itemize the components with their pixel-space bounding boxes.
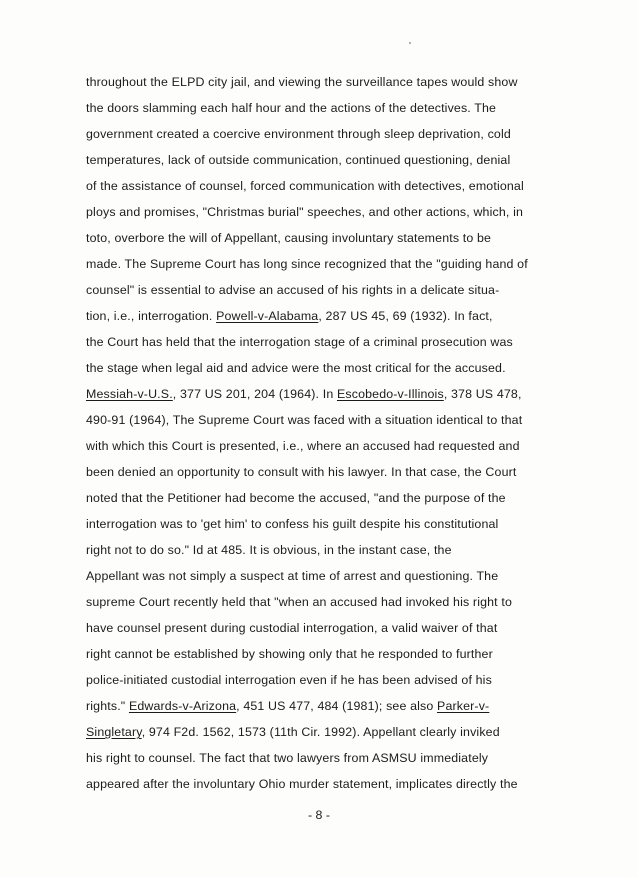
text-line bbox=[86, 750, 488, 766]
text-line bbox=[86, 256, 528, 272]
page-number: - 8 - bbox=[307, 808, 331, 822]
text-segment: throughout the ELPD city jail, and viewing the surveillance tapes would show bbox=[86, 75, 518, 89]
text-line bbox=[86, 542, 452, 558]
text-line bbox=[86, 620, 497, 636]
case-citation: Edwards-v-Arizona bbox=[128, 699, 237, 713]
text-line bbox=[86, 568, 498, 584]
text-segment: temperatures, lack of outside communication, continued questioning, denial bbox=[86, 153, 511, 167]
text-line bbox=[86, 126, 511, 142]
text-segment: been denied an opportunity to consult with his lawyer. In that case, the Court bbox=[86, 465, 517, 479]
text-line bbox=[86, 178, 524, 194]
text-segment: Appellant was not simply a suspect at time of arrest and questioning. The bbox=[86, 569, 499, 583]
text-segment: toto, overbore the will of Appellant, causing involuntary statements to be bbox=[86, 231, 492, 245]
text-line bbox=[86, 74, 518, 90]
text-segment: right cannot be established by showing only that he responded to further bbox=[86, 647, 493, 661]
text-segment: the stage when legal aid and advice were the most critical for the accused. bbox=[86, 361, 506, 375]
text-segment: his right to counsel. The fact that two lawyers from ASMSU immediately bbox=[86, 751, 489, 765]
text-segment: , 378 US 478, bbox=[443, 387, 522, 401]
text-line bbox=[86, 698, 489, 714]
text-line bbox=[86, 776, 518, 792]
text-line bbox=[86, 308, 493, 324]
text-line bbox=[86, 516, 498, 532]
text-segment: the Court has held that the interrogation stage of a criminal prosecution was bbox=[86, 335, 513, 349]
case-citation: Escobedo-v-Illinois bbox=[336, 387, 444, 401]
case-citation: Parker-v- bbox=[437, 699, 490, 713]
text-segment: of the assistance of counsel, forced communication with detectives, emotional bbox=[86, 179, 524, 193]
case-citation: Messiah-v-U.S. bbox=[86, 387, 173, 401]
text-line bbox=[86, 334, 513, 350]
text-segment: counsel" is essential to advise an accused of his rights in a delicate situa- bbox=[86, 283, 500, 297]
text-line bbox=[86, 438, 520, 454]
text-segment: government created a coercive environment through sleep deprivation, cold bbox=[86, 127, 511, 141]
text-segment: , 377 US 201, 204 (1964). In bbox=[172, 387, 337, 401]
text-segment: interrogation was to 'get him' to confess his guilt despite his constitutional bbox=[86, 517, 499, 531]
scan-speck bbox=[409, 42, 411, 44]
text-line bbox=[86, 490, 506, 506]
text-line bbox=[86, 724, 500, 740]
text-segment: appeared after the involuntary Ohio murder statement, implicates directly the bbox=[86, 777, 518, 791]
text-segment: tion, i.e., interrogation. bbox=[86, 309, 217, 323]
text-segment: noted that the Petitioner had become the accused, "and the purpose of the bbox=[86, 491, 506, 505]
text-segment: have counsel present during custodial interrogation, a valid waiver of that bbox=[86, 621, 498, 635]
text-segment: with which this Court is presented, i.e., where an accused had requested and bbox=[86, 439, 520, 453]
text-segment: 490-91 (1964), The Supreme Court was faced with a situation identical to that bbox=[86, 413, 523, 427]
case-citation: Singletary bbox=[86, 725, 142, 739]
text-segment: , 974 F2d. 1562, 1573 (11th Cir. 1992). Appellant clearly inviked bbox=[141, 725, 500, 739]
text-line bbox=[86, 152, 510, 168]
text-segment: the doors slamming each half hour and the actions of the detectives. The bbox=[86, 101, 497, 115]
text-line bbox=[86, 672, 492, 688]
text-line bbox=[86, 360, 506, 376]
text-line bbox=[86, 100, 496, 116]
text-line bbox=[86, 204, 523, 220]
text-segment: , 287 US 45, 69 (1932). In fact, bbox=[318, 309, 493, 323]
text-line bbox=[86, 464, 516, 480]
text-line bbox=[86, 594, 512, 610]
text-segment: made. The Supreme Court has long since recognized that the "guiding hand of bbox=[86, 257, 528, 271]
text-segment: right not to do so." Id at 485. It is obvious, in the instant case, the bbox=[86, 543, 452, 557]
text-line bbox=[86, 282, 499, 298]
text-segment: ploys and promises, "Christmas burial" speeches, and other actions, which, in bbox=[86, 205, 524, 219]
text-line bbox=[86, 386, 522, 402]
text-segment: supreme Court recently held that "when an accused had invoked his right to bbox=[86, 595, 513, 609]
text-segment: rights." bbox=[86, 699, 129, 713]
case-citation: Powell-v-Alabama bbox=[216, 309, 319, 323]
text-line bbox=[86, 646, 493, 662]
text-line bbox=[86, 412, 522, 428]
text-line bbox=[86, 230, 491, 246]
text-segment: , 451 US 477, 484 (1981); see also bbox=[236, 699, 438, 713]
text-segment: police-initiated custodial interrogation even if he has been advised of his bbox=[86, 673, 492, 687]
